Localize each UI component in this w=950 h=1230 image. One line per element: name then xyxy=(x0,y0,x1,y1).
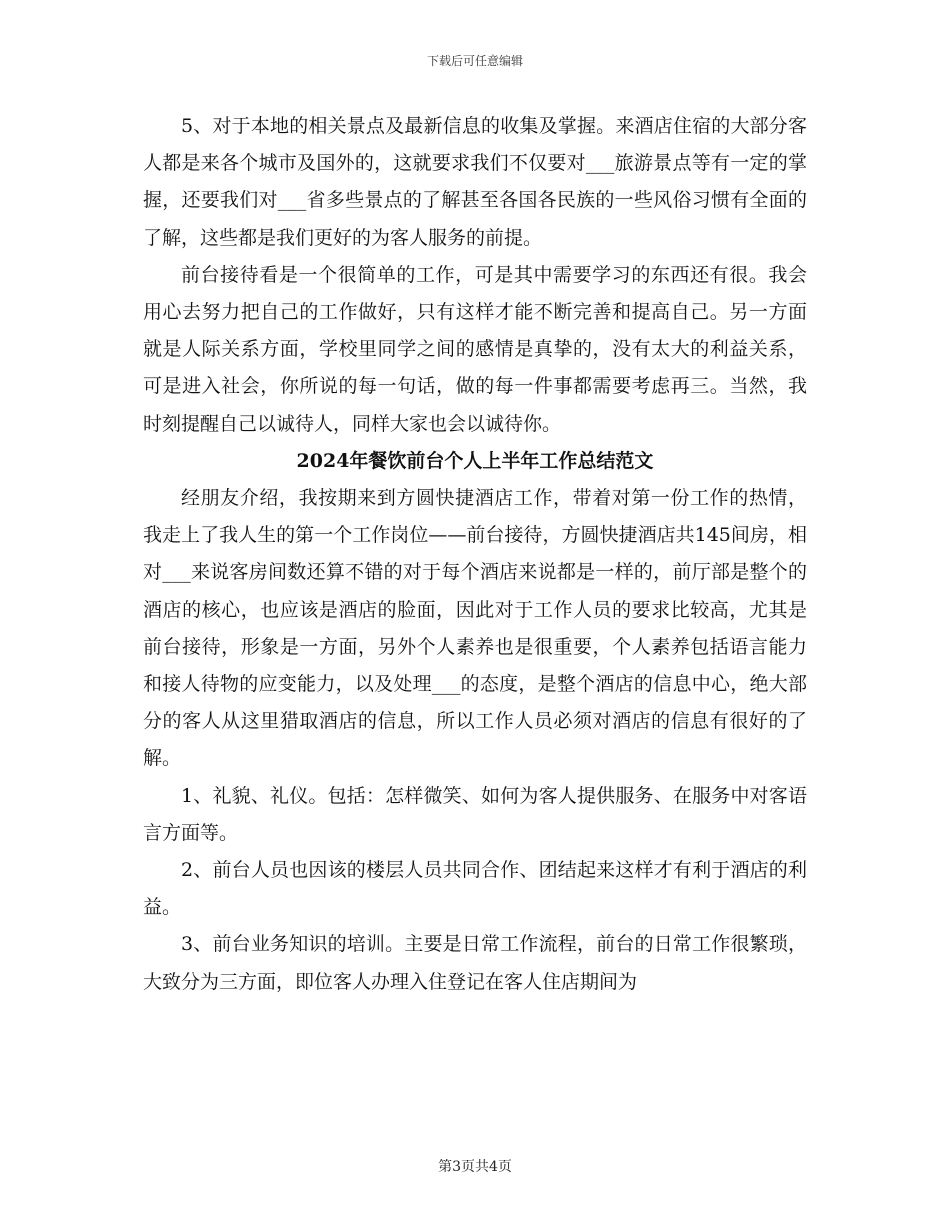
section-title: 2024年餐饮前台个人上半年工作总结范文 xyxy=(296,449,654,472)
paragraph-reflection: 前台接待看是一个很简单的工作，可是其中需要学习的东西还有很。我会用心去努力把自己的工作做好，只有这样才能不断完善和提高自己。另一方面就是人际关系方面，学校里同学之间的感情是真挚的，没有太大的利益关系，可是进入社会，你所说的每一句话，做的每一件事都需要考虑再三。当然，我时刻提醒自己以诚待人，同样大家也会以诚待你。 xyxy=(143,263,807,435)
paragraph-item-2: 2、前台人员也因该的楼层人员共同合作、团结起来这样才有利于酒店的利益。 xyxy=(143,859,807,919)
header-note: 下载后可任意编辑 xyxy=(426,54,523,68)
paragraph-item-3: 3、前台业务知识的培训。主要是日常工作流程，前台的日常工作很繁琐，大致分为三方面，即位客人办理入住登记在客人住店期间为 xyxy=(143,933,807,993)
paragraph-item-1: 1、礼貌、礼仪。包括：怎样微笑、如何为客人提供服务、在服务中对客语言方面等。 xyxy=(143,784,807,844)
page-number: 第3页共4页 xyxy=(438,1159,512,1175)
paragraph-intro: 经朋友介绍，我按期来到方圆快捷酒店工作，带着对第一份工作的热情，我走上了我人生的第一个工作岗位——前台接待，方圆快捷酒店共145间房，相对___来说客房间数还算不错的对于每个酒店来说都是一样的，前厅部是整个的酒店的核心，也应该是酒店的脸面，因此对于工作人员的要求比较高，尤其是前台接待，形象是一方面，另外个人素养也是很重要，个人素养包括语言能力和接人待物的应变能力，以及处理___的态度，是整个酒店的信息中心，绝大部分的客人从这里猎取酒店的信息，所以工作人员必须对酒店的信息有很好的了解。 xyxy=(143,487,807,770)
paragraph-item-5: 5、对于本地的相关景点及最新信息的收集及掌握。来酒店住宿的大部分客人都是来各个城市及国外的，这就要求我们不仅要对___旅游景点等有一定的掌握，还要我们对___省多些景点的了解甚至各国各民族的一些风俗习惯有全面的了解，这些都是我们更好的为客人服务的前提。 xyxy=(143,115,807,249)
document-body xyxy=(143,108,807,1001)
